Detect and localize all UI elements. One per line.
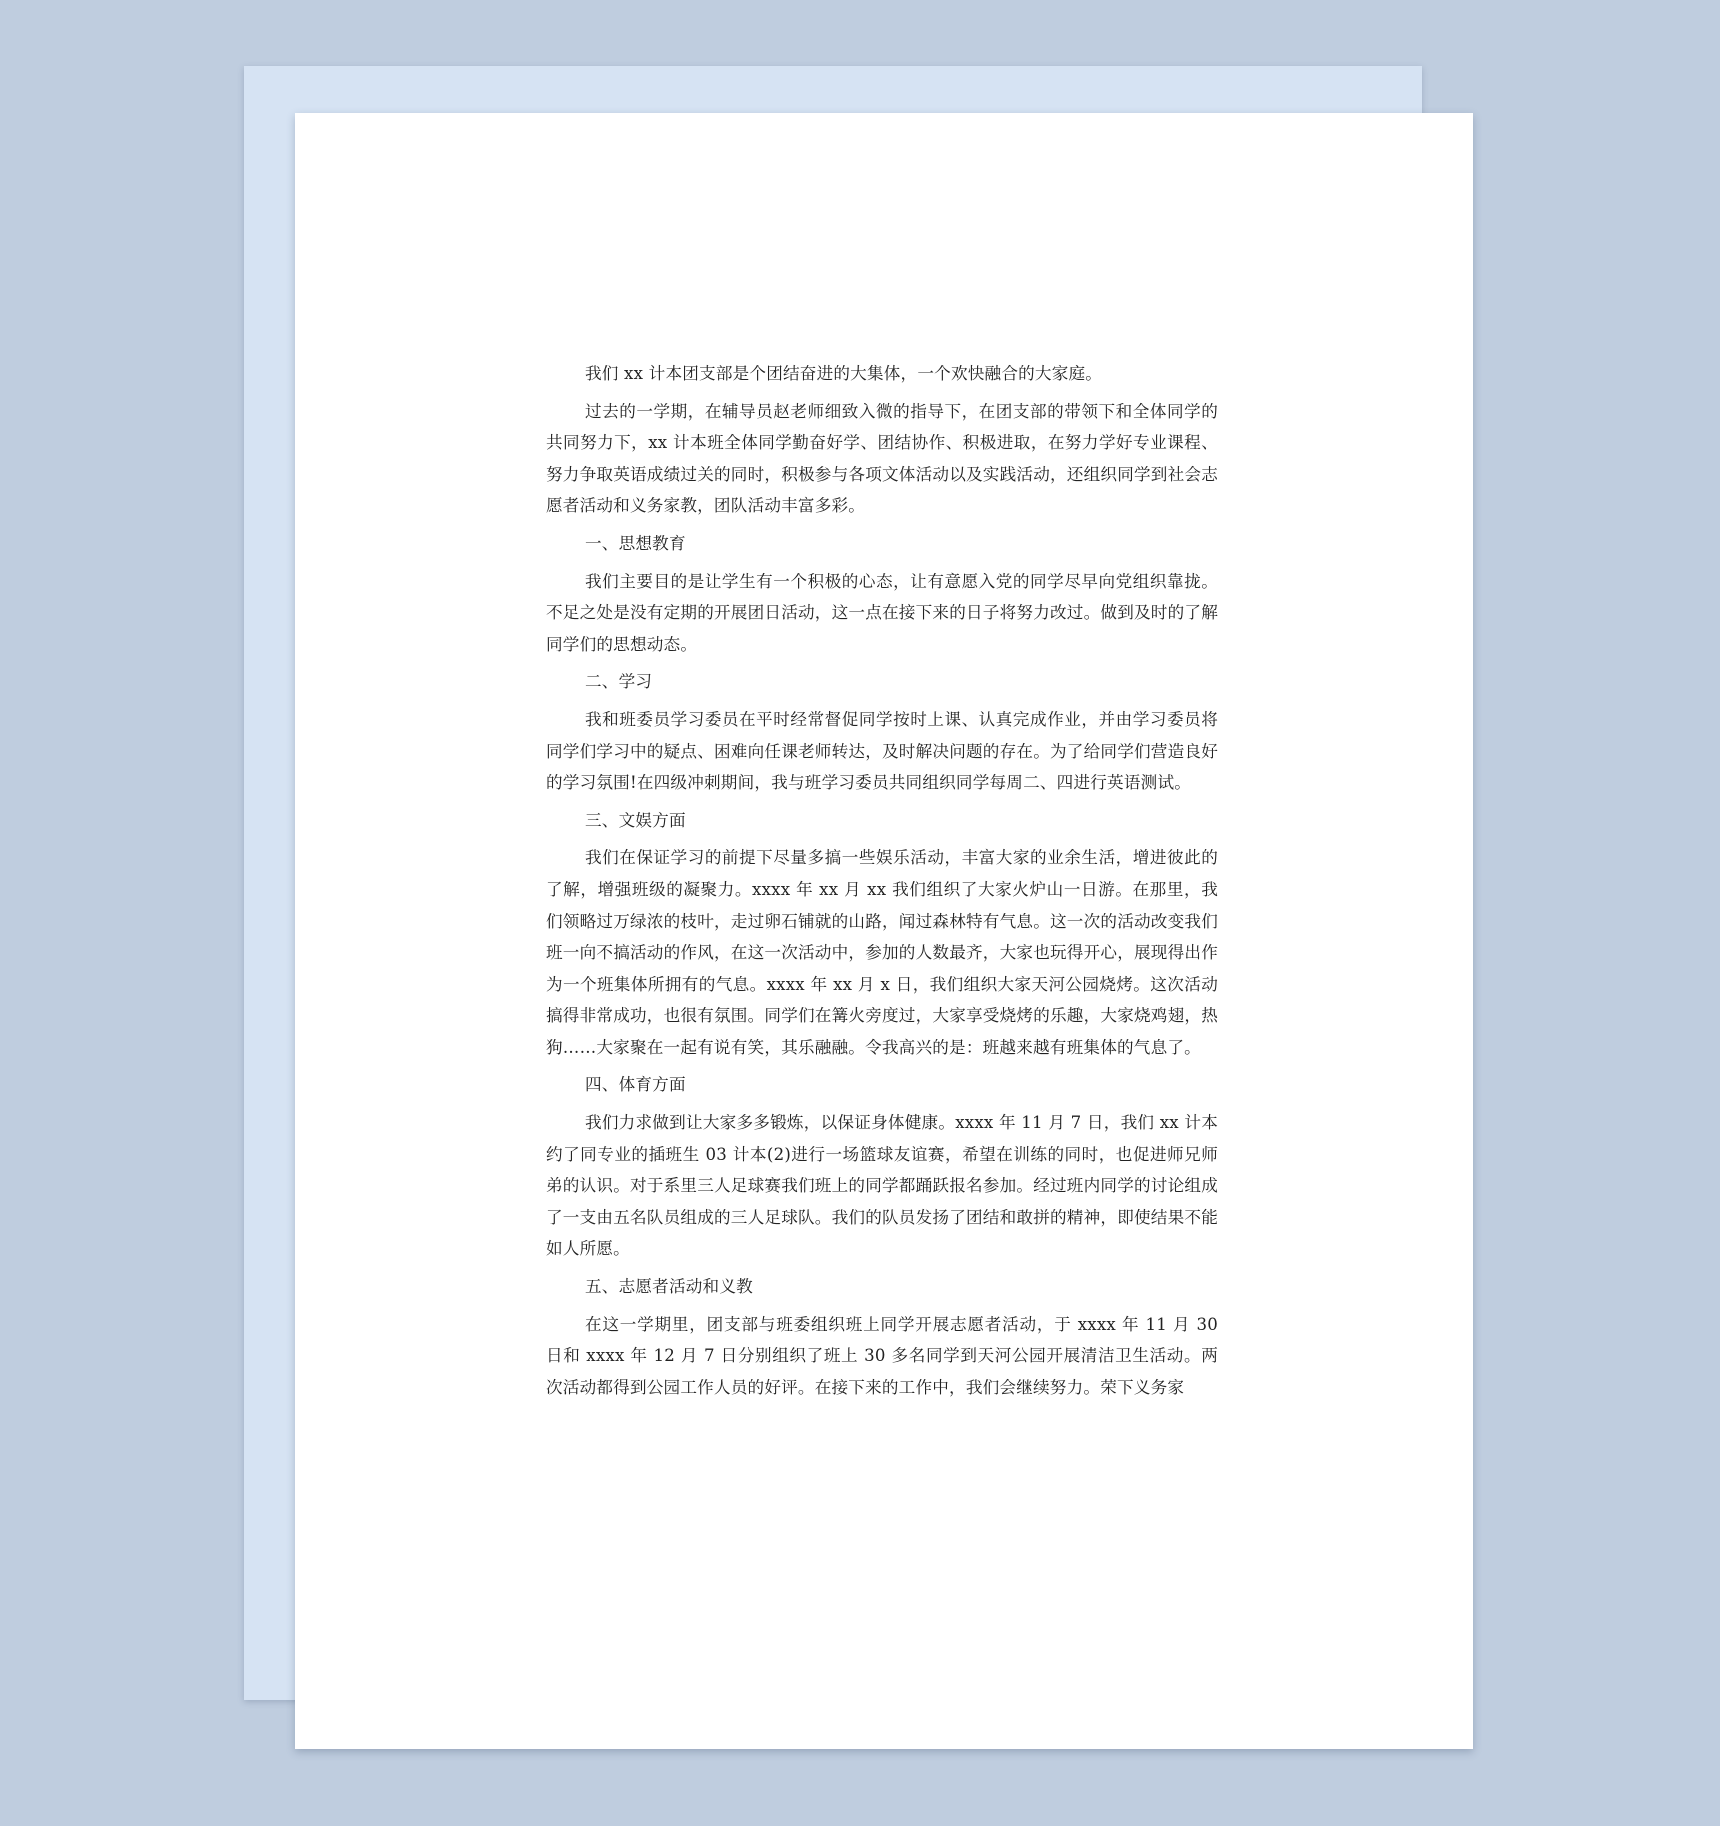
section-heading-sports: 四、体育方面 <box>585 1075 686 1095</box>
intro-paragraph: 我们 xx 计本团支部是个团结奋进的大集体，一个欢快融合的大家庭。 <box>585 364 1103 383</box>
entertainment-paragraph: 我们在保证学习的前提下尽量多搞一些娱乐活动，丰富大家的业余生活，增进彼此的了解，增强班级的凝聚力。xxxx 年 xx 月 xx 我们组织了大家火炉山一日游。在那里，我们领略过万绿浓的枝叶，走过卵石铺就的山路，闻过森林特有气息。这一次的活动改变我们班一向不搞活动的作风，在这一次活动中，参加的人数最齐，大家也玩得开心，展现得出作为一个班集体所拥有的气息。xxxx 年 xx 月 x 日，我们组织大家天河公园烧烤。这次活动搞得非常成功，也很有氛围。同学们在篝火旁度过，大家享受烧烤的乐趣，大家烧鸡翅，热狗……大家聚在一起有说有笑，其乐融融。令我高兴的是：班越来越有班集体的气息了。 <box>546 848 1218 1057</box>
section-heading-volunteer: 五、志愿者活动和义教 <box>585 1277 753 1297</box>
volunteer-paragraph: 在这一学期里，团支部与班委组织班上同学开展志愿者活动，于 xxxx 年 11 月 30 日和 xxxx 年 12 月 7 日分别组织了班上 30 多名同学到天河公园开展清洁卫生活动。两次活动都得到公园工作人员的好评。在接下来的工作中，我们会继续努力。荣下义务家 <box>546 1314 1218 1397</box>
section-heading-ideology: 一、思想教育 <box>585 533 686 553</box>
section-heading-study: 二、学习 <box>585 672 653 692</box>
document-body <box>546 358 1218 1409</box>
study-paragraph: 我和班委员学习委员在平时经常督促同学按时上课、认真完成作业，并由学习委员将同学们学习中的疑点、困难向任课老师转达，及时解决问题的存在。为了给同学们营造良好的学习氛围!在四级冲刺期间，我与班学习委员共同组织同学每周二、四进行英语测试。 <box>546 709 1218 793</box>
section-heading-entertainment: 三、文娱方面 <box>585 810 686 830</box>
document-page <box>295 113 1473 1749</box>
sports-paragraph: 我们力求做到让大家多多锻炼，以保证身体健康。xxxx 年 11 月 7 日，我们 xx 计本约了同专业的插班生 03 计本(2)进行一场篮球友谊赛，希望在训练的同时，也促进师兄师弟的认识。对于系里三人足球赛我们班上的同学都踊跃报名参加。经过班内同学的讨论组成了一支由五名队员组成的三人足球队。我们的队员发扬了团结和敢拼的精神，即使结果不能如人所愿。 <box>546 1113 1218 1259</box>
ideology-paragraph: 我们主要目的是让学生有一个积极的心态，让有意愿入党的同学尽早向党组织靠拢。不足之处是没有定期的开展团日活动，这一点在接下来的日子将努力改过。做到及时的了解同学们的思想动态。 <box>546 571 1218 654</box>
summary-paragraph: 过去的一学期，在辅导员赵老师细致入微的指导下，在团支部的带领下和全体同学的共同努力下，xx 计本班全体同学勤奋好学、团结协作、积极进取，在努力学好专业课程、努力争取英语成绩过关的同时，积极参与各项文体活动以及实践活动，还组织同学到社会志愿者活动和义务家教，团队活动丰富多彩。 <box>546 401 1218 516</box>
